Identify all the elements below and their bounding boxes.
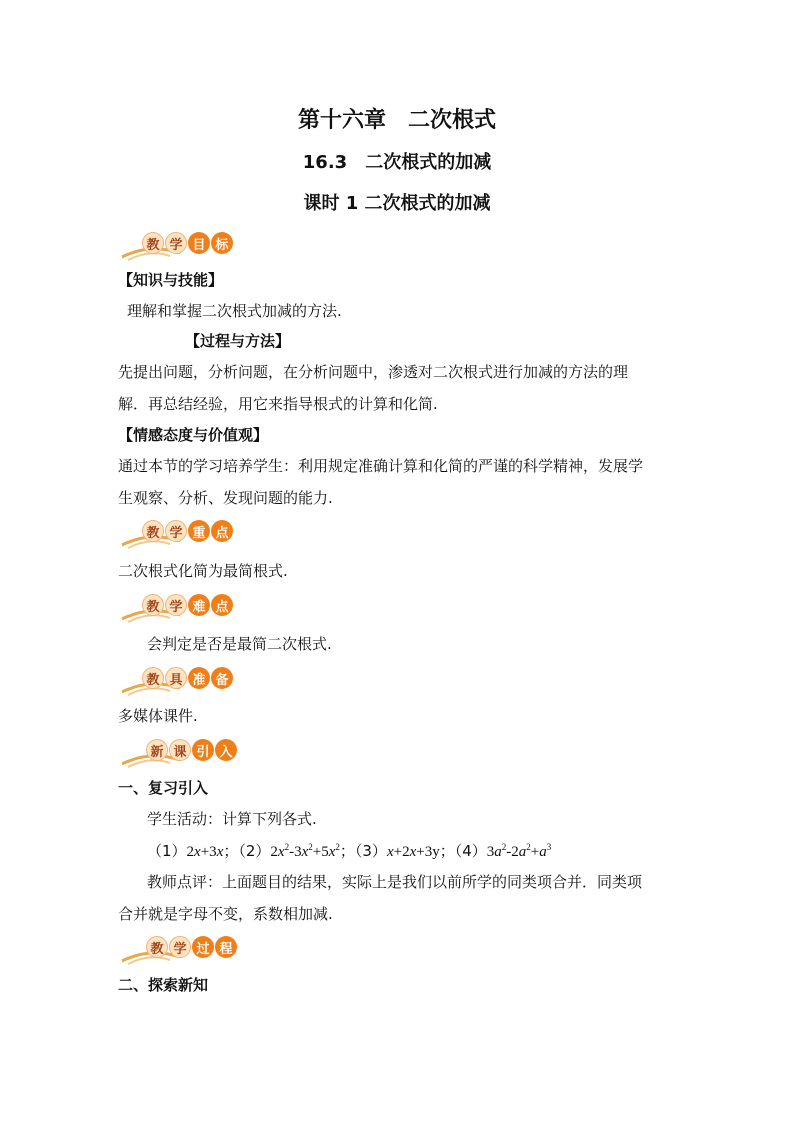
teacher-comment-line1: 教师点评：上面题目的结果，实际上是我们以前所学的同类项合并．同类项 [147, 873, 643, 891]
badge-char: 学 [165, 520, 187, 542]
badge-char: 教 [142, 232, 164, 254]
badge-char: 入 [215, 739, 237, 761]
badge-char: 点 [211, 594, 233, 616]
badge-char: 备 [211, 667, 233, 689]
badge-char: 教 [142, 520, 164, 542]
badge-teaching-goals [120, 231, 240, 257]
badge-tools [120, 666, 240, 692]
section-title: 16.3 二次根式的加减 [302, 152, 492, 173]
intro-activity: 学生活动：计算下列各式. [147, 810, 317, 828]
process-heading: 【过程与方法】 [185, 332, 291, 350]
badge-char: 教 [142, 594, 164, 616]
badge-char: 学 [169, 936, 191, 958]
knowledge-heading: 【知识与技能】 [118, 271, 224, 289]
key-point-text: 二次根式化简为最简根式. [118, 562, 288, 580]
exercise-expression: $3a^2-2a^2+a^3$ [486, 842, 552, 860]
badge-char: 点 [211, 520, 233, 542]
exercise-list [147, 841, 551, 862]
exercise-expression: $2x^2-3x^2+5x^2$ [270, 842, 340, 860]
process-text-line2: 解．再总结经验，用它来指导根式的计算和化简. [118, 395, 438, 413]
badge-char: 新 [146, 739, 168, 761]
badge-char: 过 [192, 936, 214, 958]
teacher-comment-line2: 合并就是字母不变，系数相加减. [118, 905, 333, 923]
explore-heading: 二、探索新知 [118, 976, 209, 994]
chapter-title: 第十六章 二次根式 [297, 108, 496, 133]
badge-key-point [120, 519, 240, 545]
badge-char: 难 [188, 594, 210, 616]
badge-char: 具 [165, 667, 187, 689]
difficulty-text: 会判定是否是最简二次根式. [147, 635, 332, 653]
knowledge-text: 理解和掌握二次根式加减的方法. [127, 302, 342, 320]
attitude-text-line1: 通过本节的学习培养学生：利用规定准确计算和化简的严谨的科学精神，发展学 [118, 457, 644, 475]
badge-char: 标 [211, 232, 233, 254]
badge-char: 重 [188, 520, 210, 542]
tools-text: 多媒体课件. [118, 707, 198, 725]
exercise-label: ；（3） [339, 842, 387, 860]
badge-char: 教 [142, 667, 164, 689]
badge-teaching-process [120, 935, 240, 961]
badge-char: 准 [188, 667, 210, 689]
attitude-text-line2: 生观察、分析、发现问题的能力. [118, 489, 333, 507]
process-text-line1: 先提出问题，分析问题，在分析问题中，渗透对二次根式进行加减的方法的理 [118, 363, 629, 381]
lesson-title: 课时 1 二次根式的加减 [303, 193, 491, 214]
badge-char: 目 [188, 232, 210, 254]
badge-new-lesson-intro [120, 738, 240, 764]
exercise-expression: 2x+3x [186, 844, 224, 860]
exercise-label: （1） [147, 842, 187, 860]
intro-heading: 一、复习引入 [118, 779, 209, 797]
badge-difficulty [120, 593, 240, 619]
badge-char: 教 [146, 936, 168, 958]
badge-char: 课 [169, 739, 191, 761]
exercise-expression: x+2x+3y [386, 844, 440, 860]
badge-char: 引 [192, 739, 214, 761]
badge-char: 学 [165, 594, 187, 616]
exercise-label: ；（2） [223, 842, 271, 860]
attitude-heading: 【情感态度与价值观】 [118, 426, 269, 444]
badge-char: 程 [215, 936, 237, 958]
badge-char: 学 [165, 232, 187, 254]
exercise-label: ；（4） [439, 842, 487, 860]
